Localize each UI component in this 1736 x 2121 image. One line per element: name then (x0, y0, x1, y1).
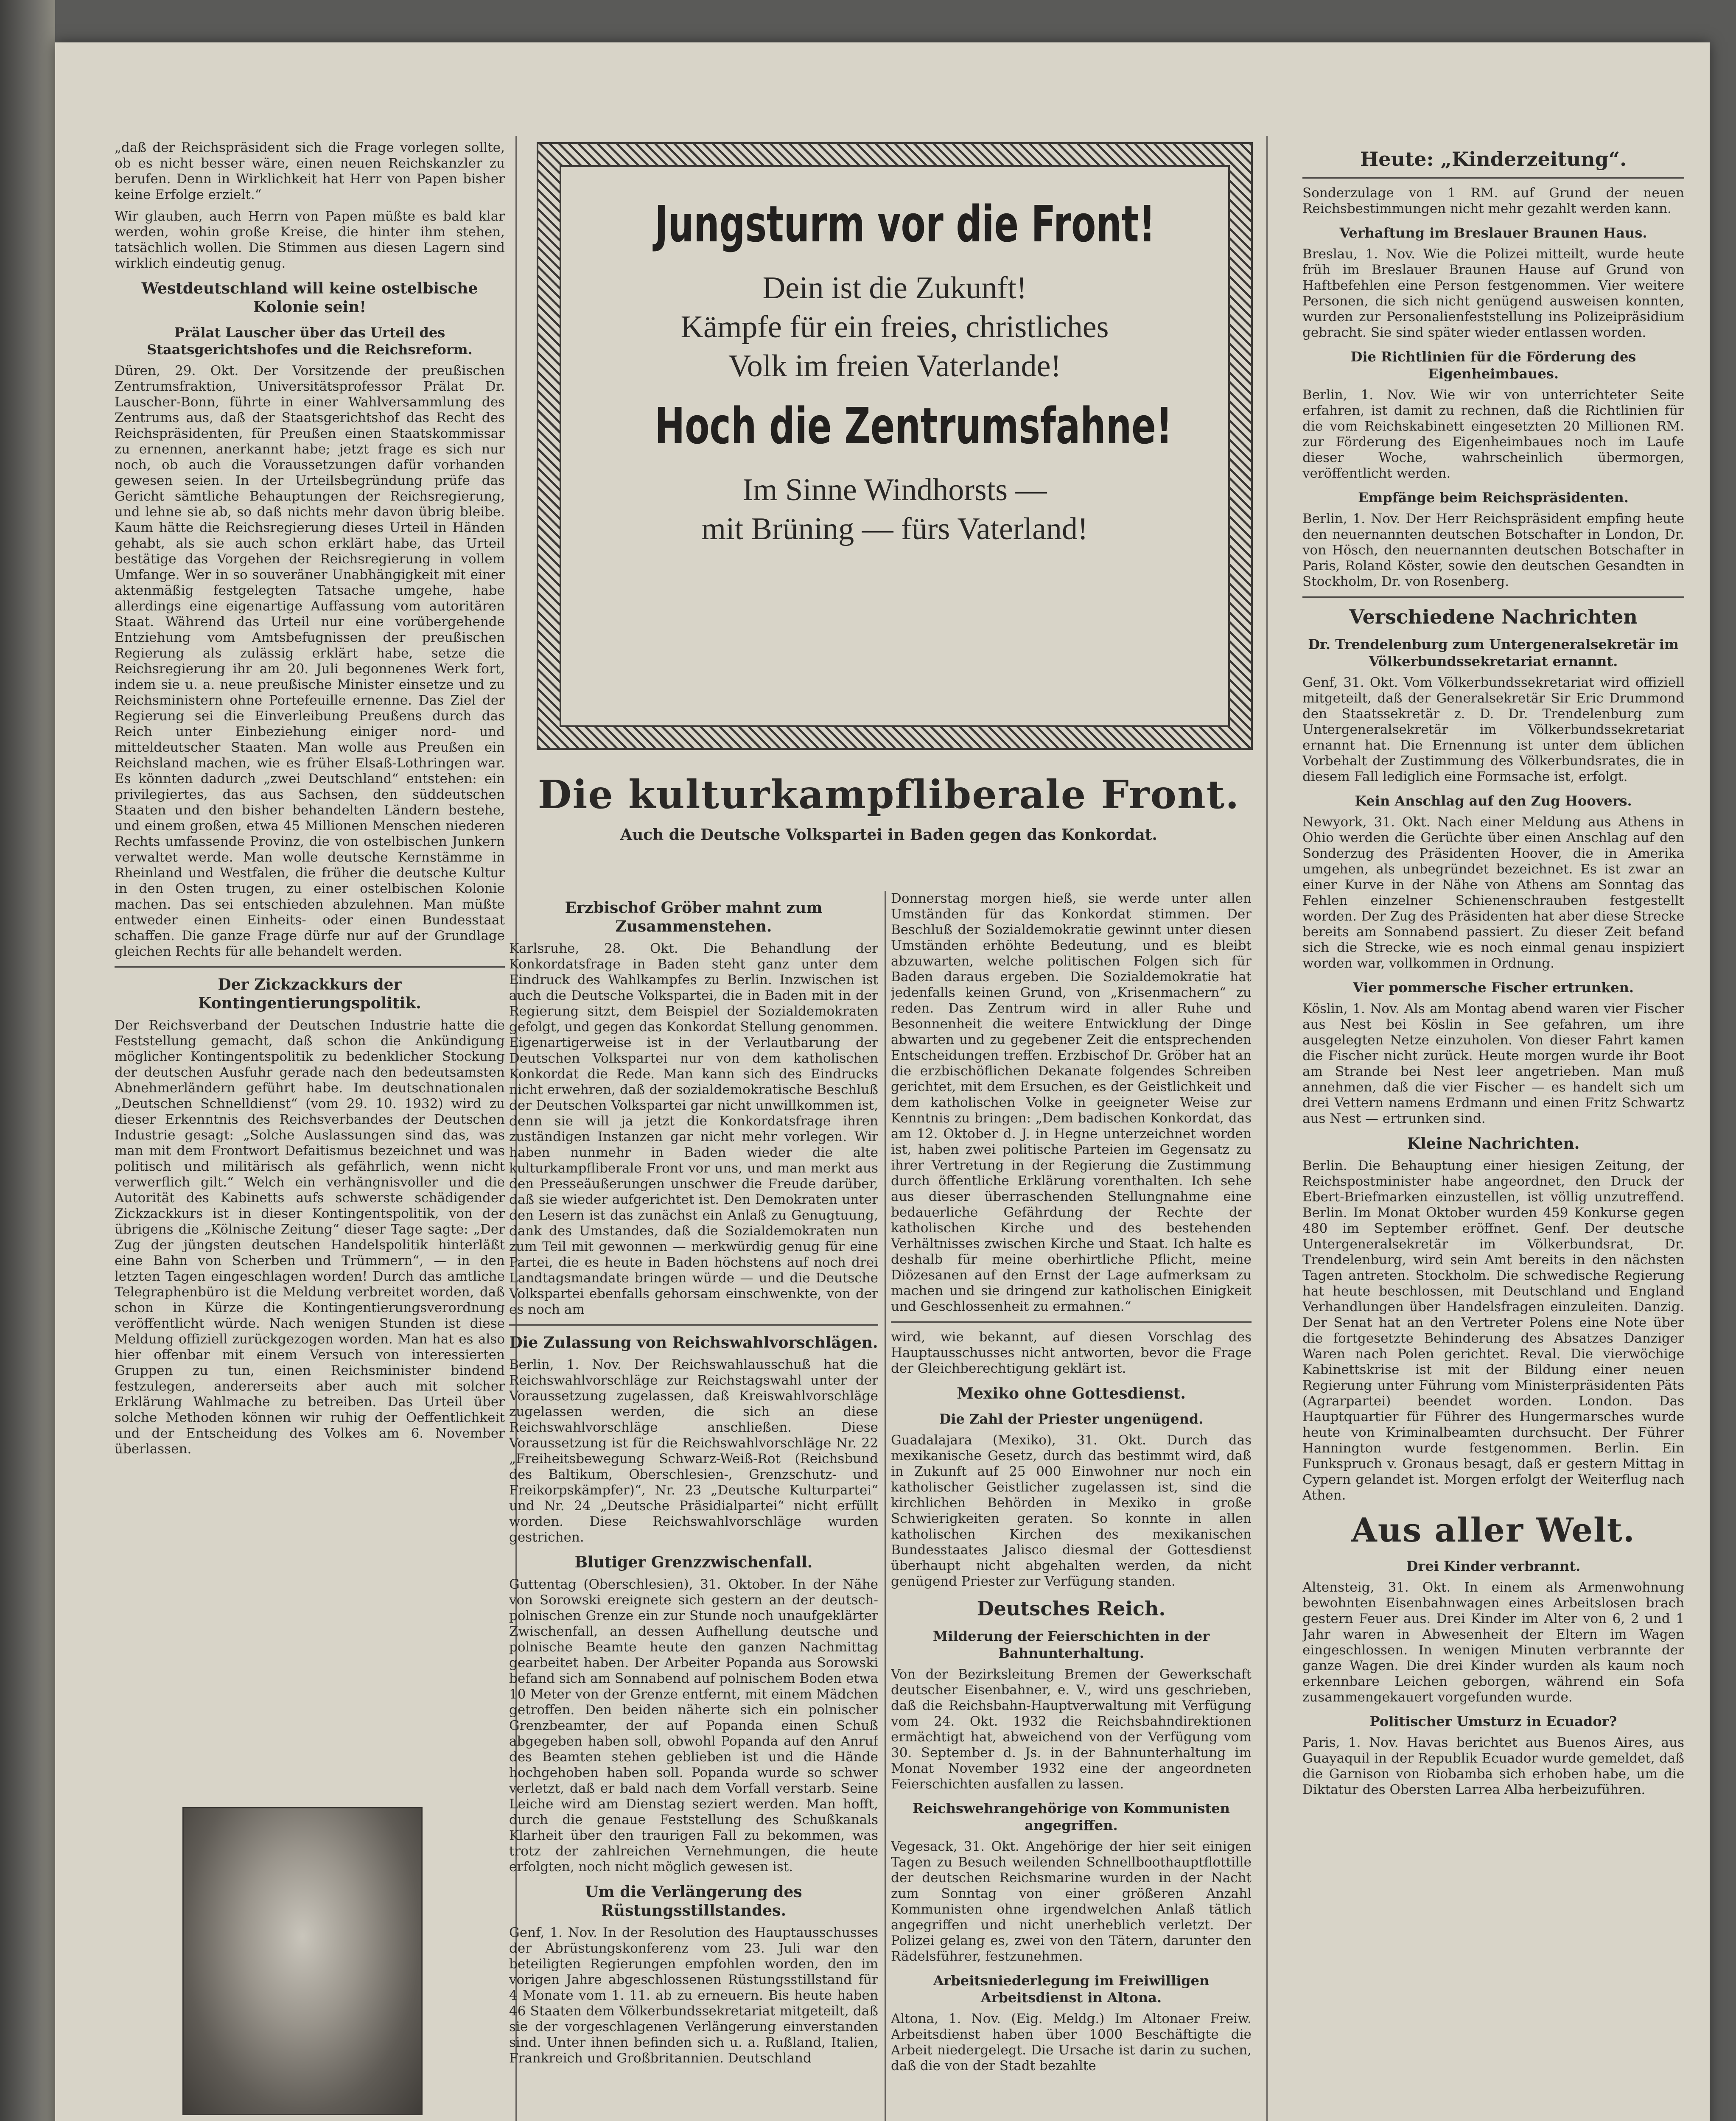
subhead-fischer: Vier pommersche Fischer ertrunken. (1352, 979, 1634, 996)
headline-zulassung: Die Zulassung von Reichswahlvorschlägen. (509, 1334, 878, 1352)
article-westdeutschland: Düren, 29. Okt. Der Vorsitzende der preußischen Zentrumsfraktion, Universitätsprofessor Prälat Dr. Lauscher-Bonn, führte in einer Wahlversammlung des Zentrums aus, daß der Staatsgerichtshof das Recht des Reichspräsidenten, für Preußen einen Staatskommissar zu ernennen, anerkannt habe; jetzt frage es sich nur noch, ob auch die Voraussetzungen dafür vorhanden gewesen seien. In der Urteilsbegründung prüfe das Gericht sämtliche Behauptungen der Reichsregierung, und lehne sie ab, so daß nichts mehr davon übrig bleibe. Kaum hätte die Reichsregierung dieses Urteil in Händen gehabt, als sie auch schon erklärt habe, das Urteil bestätige das Vorgehen der Reichsregierung in vollem Umfange. Wer in so souveräner Unabhängigkeit mit einer aktenmäßig festgelegten Tatsache umgehe, habe allerdings eine eigenartige Auffassung vom autoritären Staat. Während das Urteil nur eine vorübergehende Entziehung vom Amtsbefugnissen der preußischen Regierung als zulässig erklärt habe, setze die Reichsregierung ihr am 20. Juli begonnenes Werk fort, indem sie u. a. neue preußische Minister einsetze und zu Reichsministern ohne Portefeuille ernenne. Das Ziel der Regierung sei die Einverleibung Preußens durch das Reich unter Einbeziehung einiger nord- und mitteldeutscher Staaten. Man wolle aus Preußen ein Reichsland machen, wie es früher Elsaß-Lothringen war. Es könnten dadurch „zwei Deutschland“ entstehen: ein privilegiertes, das aus Sachsen, den süddeutschen Staaten und den bisher behandelten Ländern bestehe, und einem großen, etwa 45 Millionen Menschen niederen Rechts umfassende Provinz, die von ostelbischen Junkern verwaltet werde. Man wolle deutsche Kernstämme in Rheinland und Westfalen, die früher die deutsche Kultur in den Osten trugen, zu einer ostelbischen Kolonie machen. Das sei entschieden abzulehnen. Man müßte entweder einen Einheits- oder einen Bundesstaat schaffen. Die ganze Frage dürfe nur auf der Grundlage gleichen Rechts für alle behandelt werden. (115, 363, 505, 959)
page-edge (0, 0, 55, 2121)
article-altona: Altona, 1. Nov. (Eig. Meldg.) Im Altonaer Freiw. Arbeitsdienst haben über 1000 Beschäftigte die Arbeit niedergelegt. Die Ursache ist darin zu suchen, daß die von der Stadt bezahlte (891, 2011, 1252, 2073)
subhead-eigenheimbau: Die Richtlinien für die Förderung des Eigenheimbaues. (1350, 349, 1636, 382)
column-mid-a (509, 891, 878, 2121)
intro-paragraph-2: Wir glauben, auch Herrn von Papen müßte es bald klar werden, wohin große Kreise, die hinter ihm stehen, tatsächlich wollen. Die Stimmen aus diesen Lagern sind wirklich eindeutig genug. (115, 209, 505, 271)
subhead-mexiko: Die Zahl der Priester ungenügend. (939, 1411, 1204, 1427)
subhead-ecuador: Politischer Umsturz in Ecuador? (1369, 1713, 1617, 1729)
column-rule-3 (1266, 136, 1268, 2121)
ad-inner-panel (560, 165, 1230, 727)
ad-line-volk: Volk im freien Vaterlande! (728, 349, 1061, 383)
headline-kinderzeitung: Heute: „Kinderzeitung“. (1360, 148, 1627, 171)
subhead-feierschichten: Milderung der Feierschichten in der Bahnunterhaltung. (932, 1628, 1210, 1661)
ad-line-bruening: mit Brüning — fürs Vaterland! (701, 512, 1088, 546)
headline-westdeutschland: Westdeutschland will keine ostelbische Kolonie sein! (141, 280, 478, 316)
divider (509, 1324, 878, 1326)
article-ruestungsstillstand: Genf, 1. Nov. In der Resolution des Hauptausschusses der Abrüstungskonferenz vom 23. Juli war den beteiligten Regierungen empfohlen worden, den im vorigen Jahre abgeschlossenen Rüstungsstillstand für 4 Monate vom 1. 11. ab zu erneuern. Bis heute haben 46 Staaten dem Völkerbundssekretariat mitgeteilt, daß sie der vorgeschlagenen Verlängerung einverstanden sind. Unter ihnen befinden sich u. a. Rußland, Italien, Frankreich und Großbritannien. Deutschland (509, 1925, 878, 2066)
column-rule-2 (885, 891, 886, 2121)
article-kleine-nachrichten: Berlin. Die Behauptung einer hiesigen Zeitung, der Reichspostminister habe angeordnet, den Druck der Ebert-Briefmarken einzustellen, ist völlig unzutreffend. Berlin. Im Monat Oktober wurden 459 Konkurse gegen 480 im September eröffnet. Genf. Der deutsche Untergeneralsekretär im Völkerbundsrat, Dr. Trendelenburg, wird sein Amt bereits in den nächsten Tagen antreten. Stockholm. Die schwedische Regierung hat heute beschlossen, mit Deutschland und England Verhandlungen über Handelsfragen einzuleiten. Danzig. Der Senat hat an den Vertreter Polens eine Note über die fortgesetzte Behinderung des Absatzes Danziger Waren nach Polen gerichtet. Reval. Die vierwöchige Kabinettskrise ist mit der Bildung einer neuen Regierung unter Führung vom Ministerpräsidenten Päts (Agrarpartei) beendet worden. London. Das Hauptquartier für Führer des Hungermarsches wurde heute von Kriminalbeamten durchsucht. Der Führer Hannington wurde festgenommen. Berlin. Ein Funkspruch v. Gronaus besagt, daß er gestern Mittag in Cypern gelandet ist. Morgen erfolgt der Weiterflug nach Athen. (1302, 1158, 1684, 1503)
article-trendelenburg: Genf, 31. Okt. Vom Völkerbundssekretariat wird offiziell mitgeteilt, daß der Generalsekretär Sir Eric Drummond den Staatssekretär z. D. Dr. Trendelenburg zum Untergeneralsekretär im Völkerbundssekretariat ernannt hat. Die Ernennung ist unter dem üblichen Vorbehalt der Zustimmung des Völkerbundsrates, die in diesem Fall lediglich eine Formsache ist, erfolgt. (1302, 675, 1684, 784)
subhead-lauscher: Prälat Lauscher über das Urteil des Staatsgerichtshofes und die Reichsreform. (147, 325, 473, 358)
article-reichswehr: Vegesack, 31. Okt. Angehörige der hier seit einigen Tagen zu Besuch weilenden Schnellboothauptflottille der deutschen Reichsmarine wurden in der Nacht zum Sonntag von einer größeren Anzahl Kommunisten ohne irgendwelchen Anlaß tätlich angegriffen und nicht unerheblich verletzt. Der Polizei gelang es, zwei von den Tätern, darunter den Rädelsführer, festzunehmen. (891, 1839, 1252, 1964)
article-zulassung: Berlin, 1. Nov. Der Reichswahlausschuß hat die Reichswahlvorschläge zur Reichstagswahl unter der Voraussetzung zugelassen, daß Kreiswahlvorschläge zugelassen werden, die sich an diese Reichswahlvorschläge anschließen. Diese Voraussetzung ist für die Reichswahlvorschläge Nr. 22 „Freiheitsbewegung Schwarz-Weiß-Rot (Reichsbund des Baltikum, Oberschlesien-, Grenzschutz- und Freikorpskämpfer)“, Nr. 23 „Deutsche Kulturpartei“ und Nr. 24 „Deutsche Präsidialpartei“ nicht erfüllt worden. Diese Reichswahlvorschläge wurden gestrichen. (509, 1357, 878, 1545)
article-hoover: Newyork, 31. Okt. Nach einer Meldung aus Athens in Ohio werden die Gerüchte über einen Anschlag auf den Sonderzug des Präsidenten Hoover, die in Amerika umgehen, als unbegründet bezeichnet. Es ist zwar an einer Kurve in der Nähe von Athens am Sonntag das Fehlen einzelner Schienenschrauben festgestellt worden. Der Zug des Präsidenten hat aber diese Strecke bereits am Sonnabend passiert. Zu dieser Zeit befand sich die Strecke, wie es noch einmal genau inspiziert worden war, vollkommen in Ordnung. (1302, 814, 1684, 971)
subhead-altona: Arbeitsniederlegung im Freiwilligen Arbeitsdienst in Altona. (933, 1973, 1210, 2006)
article-feierschichten: Von der Bezirksleitung Bremen der Gewerkschaft deutscher Eisenbahner, e. V., wird uns geschrieben, daß die Reichsbahn-Hauptverwaltung mit Verfügung vom 24. Okt. 1932 die Reichsbahndirektionen ermächtigt hat, abweichend von der Verfügung vom 30. September d. Js. in der Bahnunterhaltung im Monat November 1932 eine der angeordneten Feierschichten ausfallen zu lassen. (891, 1667, 1252, 1792)
kulturkampf-headline-block (522, 764, 1256, 891)
column-right (1302, 140, 1684, 2121)
ad-line-kaempfe: Kämpfe für ein freies, christliches (680, 310, 1109, 344)
divider (1302, 596, 1684, 598)
headline-verschiedene: Verschiedene Nachrichten (1349, 605, 1638, 628)
column-mid-b (891, 891, 1252, 2121)
article-mexiko: Guadalajara (Mexiko), 31. Okt. Durch das mexikanische Gesetz, durch das bestimmt wird, daß in Zukunft auf 25 000 Einwohner nur noch ein katholischer Geistlicher zugelassen ist, sind die kirchlichen Behörden in Mexiko in große Schwierigkeiten geraten. So konnte in allen katholischen Kirchen des mexikanischen Bundesstaates Jalisco diesmal der Gottesdienst überhaupt nicht abgehalten werden, da nicht genügend Priester zur Verfügung standen. (891, 1433, 1252, 1589)
article-fischer: Köslin, 1. Nov. Als am Montag abend waren vier Fischer aus Nest bei Köslin in See gefahren, um ihre ausgelegten Netze einzuholen. Von dieser Fahrt kamen die Fischer nicht zurück. Heute morgen wurde ihr Boot am Strande bei Nest leer angetrieben. Man muß annehmen, daß die vier Fischer — es handelt sich um drei Vettern namens Erdmann und einen Fritz Schwartz aus Nest — ertrunken sind. (1302, 1001, 1684, 1126)
article-kulturkampf-b: Donnerstag morgen hieß, sie werde unter allen Umständen für das Konkordat stimmen. Der Beschluß der Sozialdemokratie gewinnt unter diesen Umständen erhöhte Bedeutung, und es bleibt abzuwarten, welche politischen Folgen sich für Baden daraus ergeben. Die Sozialdemokratie hat jedenfalls keinen Grund, von „Krisenmachern“ zu reden. Das Zentrum wird in aller Ruhe und Besonnenheit die weitere Entwicklung der Dinge abwarten und zu gegebener Zeit die entsprechenden Entscheidungen treffen. Erzbischof Dr. Gröber hat an die erzbischöflichen Dekanate folgendes Schreiben gerichtet, mit dem Ersuchen, es der Geistlichkeit und dem katholischen Volke in geeigneter Weise zur Kenntnis zu bringen: „Dem badischen Konkordat, das am 12. Oktober d. J. in Hegne unterzeichnet worden ist, haben zwei politische Parteien im Gegensatz zu ihrer Vertretung in der Regierung die Zustimmung durch öffentliche Erklärung vorenthalten. Ich sehe aus dieser überraschenden Stellungnahme eine bedauerliche Gefährdung der Rechte der katholischen Kirche und des bestehenden Verhältnisses zwischen Kirche und Staat. Ich halte es deshalb für meine oberhirtliche Pflicht, meine Diözesanen auf den Ernst der Lage aufmerksam zu machen und sie dringend zur katholischen Einigkeit und Geschlossenheit zu ermahnen.“ (891, 891, 1252, 1314)
ad-slogan-jungsturm: Jungsturm vor die Front! (655, 195, 1156, 253)
article-kulturkampf-a: Karlsruhe, 28. Okt. Die Behandlung der Konkordatsfrage in Baden steht ganz unter dem Eindruck des Wahlkampfes zu Berlin. Inzwischen ist auch die Deutsche Volkspartei, die in Baden mit in der Regierung sitzt, dem Beispiel der Sozialdemokraten gefolgt, und gegen das Konkordat Stellung genommen. Eigenartigerweise ist in der Verlautbarung der Deutschen Volkspartei nur von dem katholischen Konkordat die Rede. Man kann sich des Eindrucks nicht erwehren, daß der sozialdemokratische Beschluß der Deutschen Volkspartei gar nicht unwillkommen ist, denn sie will ja jetzt die Konkordatsfrage ihren zuständigen Instanzen gar nicht mehr vorlegen. Wir haben nunmehr in Baden wieder die alte kulturkampfliberale Front vor uns, und man merkt aus den Presseäußerungen unschwer die Freude darüber, daß sie wieder aufgerichtet ist. Den Demokraten unter den Lesern ist das zunächst ein Anlaß zu Genugtuung, dank des Umstandes, daß die Sozialdemokraten nun zum Teil mit gewonnen — merkwürdig genug für eine Partei, die es heute in Baden höchstens auf noch drei Landtagsmandate bringen würde — und die Deutsche Volkspartei ebenfalls gehorsam einschwenkte, von der es noch am (509, 941, 878, 1317)
headline-aus-aller-welt: Aus aller Welt. (1351, 1511, 1635, 1550)
article-drei-kinder: Altensteig, 31. Okt. In einem als Armenwohnung bewohnten Eisenbahnwagen eines Arbeitslosen brach gestern Feuer aus. Drei Kinder im Alter von 6, 2 und 1 Jahr waren in Abwesenheit der Eltern im Wagen eingeschlossen. In wenigen Minuten verbrannte der ganze Wagen. Die drei Kinder wurden als kaum noch erkennbare Leichen geborgen, während ein Sofa zusammengekauert vorgefunden wurde. (1302, 1580, 1684, 1705)
headline-zickzackkurs: Der Zickzackkurs der Kontingentierungspolitik. (198, 976, 421, 1012)
article-ecuador: Paris, 1. Nov. Havas berichtet aus Buenos Aires, aus Guayaquil in der Republik Ecuador wurde gemeldet, daß die Garnison von Riobamba sich erhoben habe, um die Diktatur des Obersten Larrea Alba herbeizuführen. (1302, 1735, 1684, 1797)
intro-paragraph: „daß der Reichspräsident sich die Frage vorlegen sollte, ob es nicht besser wäre, einen neuen Reichskanzler zu berufen. Denn in Wirklichkeit hat Herr von Papen bisher keine Erfolge erzielt.“ (115, 140, 505, 202)
subhead-volkspartei: Auch die Deutsche Volkspartei in Baden gegen das Konkordat. (620, 826, 1157, 844)
article-breslau: Breslau, 1. Nov. Wie die Polizei mitteilt, wurde heute früh im Breslauer Braunen Hause auf Grund von Haftbefehlen eine Person festgenommen. Vier weitere Personen, die sich nicht genügend ausweisen konnten, wurden zur Personalienfeststellung ins Polizeipräsidium gebracht. Sie sind später wieder entlassen worden. (1302, 246, 1684, 340)
headline-mexiko: Mexiko ohne Gottesdienst. (957, 1385, 1186, 1402)
subhead-groeber: Erzbischof Gröber mahnt zum Zusammenstehen. (565, 899, 823, 935)
headline-kleine-nachrichten: Kleine Nachrichten. (1407, 1135, 1580, 1153)
ad-slogan-zentrumsfahne: Hoch die Zentrumsfahne! (655, 397, 1173, 455)
ad-line-zukunft: Dein ist die Zukunft! (762, 271, 1027, 305)
curie-portrait-photo (182, 1807, 423, 2115)
article-grenzzwischenfall: Guttentag (Oberschlesien), 31. Oktober. In der Nähe von Sorowski ereignete sich gestern an der deutsch-polnischen Grenze ein zur Stunde noch unaufgeklärter Zwischenfall, an dessen Aufhellung deutsche und polnische Beamte heute den ganzen Nachmittag gearbeitet haben. Der Arbeiter Popanda aus Sorowski befand sich am Sonnabend auf polnischem Boden etwa 10 Meter von der Grenze entfernt, mit einem Mädchen getroffen. Den beiden näherte sich ein polnischer Grenzbeamter, der auf Popanda einen Schuß abgegeben haben soll, obwohl Popanda auf den Anruf des Beamten stehen geblieben ist und die Hände hochgehoben haben soll. Popanda wurde so schwer verletzt, daß er bald nach dem Vorfall verstarb. Seine Leiche wird am Dienstag seziert werden. Man hofft, durch die genaue Feststellung des Schußkanals Klarheit über den traurigen Fall zu bekommen, was trotz der zahlreichen Vernehmungen, die heute erfolgten, noch nicht möglich gewesen ist. (509, 1577, 878, 1875)
ad-line-windhorst: Im Sinne Windhorsts — (742, 473, 1047, 507)
subhead-breslau: Verhaftung im Breslauer Braunen Haus. (1339, 225, 1647, 241)
subhead-trendelenburg: Dr. Trendelenburg zum Untergeneralsekretär im Völkerbundssekretariat ernannt. (1308, 636, 1679, 669)
subhead-drei-kinder: Drei Kinder verbrannt. (1406, 1558, 1581, 1574)
divider (1302, 177, 1684, 179)
subhead-empfaenge: Empfänge beim Reichspräsidenten. (1358, 490, 1629, 506)
headline-grenzzwischenfall: Blutiger Grenzzwischenfall. (574, 1553, 813, 1571)
column-left (115, 140, 505, 1786)
subhead-reichswehr: Reichswehrangehörige von Kommunisten angegriffen. (913, 1800, 1230, 1833)
headline-deutsches-reich: Deutsches Reich. (977, 1597, 1166, 1620)
article-zickzackkurs: Der Reichsverband der Deutschen Industrie hatte die Feststellung gemacht, daß schon die Ankündigung möglicher Kontingentspolitik zu bedenklicher Stockung der deutschen Ausfuhr gerade nach den bedeutsamsten Abnehmerländern geführt habe. Im deutschnationalen „Deutschen Schnelldienst“ (vom 29. 10. 1932) wird zu dieser Erkenntnis des Reichsverbandes der Deutschen Industrie gesagt: „Solche Auslassungen sind das, was man mit dem Frontwort Defaitismus bezeichnet und was politisch und militärisch als gefährlich, wenn nicht verwerflich gilt.“ Welch ein verhängnisvoller und die Autorität des Kabinetts aufs schwerste schädigender Zickzackkurs ist in dieser Kontingentspolitik, von der übrigens die „Kölnische Zeitung“ dieser Tage sagte: „Der Zug der jüngsten deutschen Handelspolitik hinterläßt eine Bahn von Scherben und Trümmern“, — in den letzten Tagen eingeschlagen worden! Durch das amtliche Telegraphenbüro ist die Meldung verbreitet worden, daß schon in Kürze die Kontingentierungsverordnung veröffentlicht würde. Nach wenigen Stunden ist diese Meldung offiziell zurückgezogen worden. Man hat es also hier offenbar mit einem Versuch von interessierten Gruppen zu tun, einen Reichsminister bindend festzulegen, andererseits aber auch mit solcher Erklärung Wahlmache zu betreiben. Das Urteil über solche Methoden können wir ruhig der Oeffentlichkeit und der Entscheidung des Volkes am 6. November überlassen. (115, 1018, 505, 1457)
divider (891, 1321, 1252, 1323)
headline-ruestungsstillstand: Um die Verlängerung des Rüstungsstillstandes. (585, 1883, 802, 1920)
article-eigenheimbau: Berlin, 1. Nov. Wie wir von unterrichteter Seite erfahren, ist damit zu rechnen, daß die Richtlinien für die vom Reichskabinett eingesetzten 20 Millionen RM. zur Förderung des Eigenheimbaues noch im Laufe dieser Woche, wahrscheinlich übermorgen, veröffentlicht werden. (1302, 387, 1684, 481)
article-ruestung-cont: wird, wie bekannt, auf diesen Vorschlag des Hauptausschusses nicht antworten, bevor die Frage der Gleichberechtigung geklärt ist. (891, 1329, 1252, 1376)
article-sonderzulage: Sonderzulage von 1 RM. auf Grund der neuen Reichsbestimmungen nicht mehr gezahlt werden kann. (1302, 185, 1684, 216)
headline-kulturkampf: Die kulturkampfliberale Front. (538, 772, 1240, 817)
campaign-advertisement (537, 142, 1253, 750)
divider (115, 966, 505, 968)
subhead-hoover: Kein Anschlag auf den Zug Hoovers. (1355, 793, 1632, 809)
article-empfaenge: Berlin, 1. Nov. Der Herr Reichspräsident empfing heute den neuernannten deutschen Botschafter in London, Dr. von Hösch, den neuernannten deutschen Botschafter in Paris, Roland Köster, sowie den deutschen Gesandten in Stockholm, Dr. von Rosenberg. (1302, 511, 1684, 589)
